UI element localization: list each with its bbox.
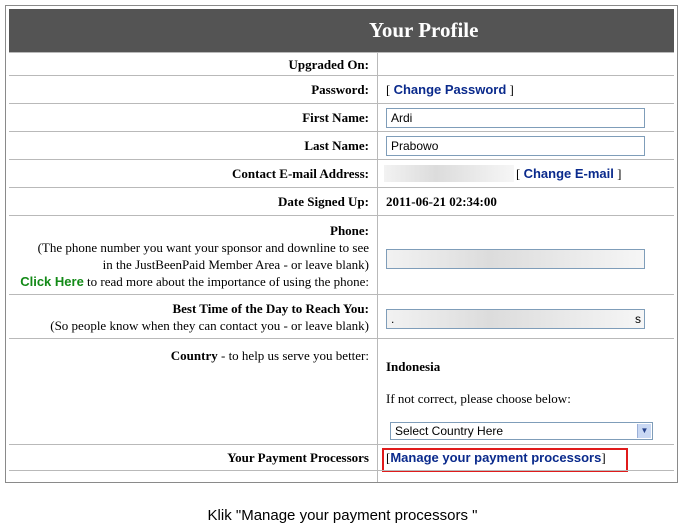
country-select[interactable] [390, 422, 653, 440]
instruction-caption: Klik "Manage your payment processors " [207, 507, 478, 524]
country-row [9, 338, 674, 444]
change-password-link[interactable]: Change Password [393, 82, 507, 97]
signed-up-value: 2011-06-21 02:34:00 [386, 194, 497, 209]
first-name-label: First Name: [9, 104, 378, 131]
panel-header [9, 9, 674, 52]
country-label-cell [9, 339, 378, 444]
phone-note-1: (The phone number you want your sponsor and downline to see [37, 240, 369, 255]
password-row [9, 75, 674, 103]
empty-label-cell [9, 471, 378, 482]
best-time-cell [378, 295, 674, 338]
email-label: Contact E-mail Address: [9, 160, 378, 187]
best-time-row [9, 294, 674, 338]
phone-field[interactable] [386, 249, 645, 269]
phone-note-3-line [9, 273, 369, 290]
password-value [378, 76, 674, 103]
phone-label-cell [9, 216, 378, 294]
upgraded-row [9, 52, 674, 75]
email-cell [378, 160, 674, 187]
country-select-value: Select Country Here [395, 424, 504, 438]
signed-up-row [9, 187, 674, 215]
last-name-label: Last Name: [9, 132, 378, 159]
upgraded-label: Upgraded On: [9, 53, 378, 75]
profile-panel [5, 5, 678, 483]
bracket-close: ] [601, 450, 606, 465]
country-label: Country [170, 348, 218, 363]
best-time-value-end: s [635, 312, 641, 326]
phone-row [9, 215, 674, 294]
country-prompt: If not correct, please choose below: [386, 391, 571, 406]
email-row [9, 159, 674, 187]
best-time-note: (So people know when they can contact you - or leave blank) [50, 318, 369, 333]
payment-link-wrap [386, 445, 606, 471]
best-time-label-cell [9, 295, 378, 338]
change-email-link[interactable]: Change E-mail [523, 166, 614, 181]
page-title: Your Profile [369, 18, 479, 42]
first-name-field[interactable]: Ardi [386, 108, 645, 128]
first-name-row [9, 103, 674, 131]
payment-label: Your Payment Processors [9, 445, 378, 470]
email-change [516, 160, 621, 188]
best-time-field[interactable] [386, 309, 645, 329]
bracket-open: [ [516, 166, 521, 181]
phone-note-2: in the JustBeenPaid Member Area - or leave blank) [102, 257, 369, 272]
payment-row [9, 444, 674, 470]
chevron-down-icon[interactable]: ▼ [637, 424, 651, 438]
last-name-row [9, 131, 674, 159]
last-name-cell [378, 132, 674, 159]
current-country: Indonesia [386, 359, 441, 374]
email-address-redacted [384, 165, 514, 182]
signed-up-label: Date Signed Up: [9, 188, 378, 215]
bracket-open: [ [386, 82, 391, 97]
bracket-open: [ [386, 450, 391, 465]
country-cell [378, 339, 674, 444]
manage-payment-processors-link[interactable]: Manage your payment processors [390, 450, 602, 465]
phone-note-3: to read more about the importance of using the phone: [83, 274, 369, 289]
best-time-label: Best Time of the Day to Reach You: [172, 301, 369, 316]
first-name-cell [378, 104, 674, 131]
last-name-field[interactable]: Prabowo [386, 136, 645, 156]
empty-row [9, 470, 674, 482]
click-here-link[interactable]: Click Here [20, 274, 84, 289]
upgraded-value [378, 53, 674, 75]
bracket-close: ] [509, 82, 514, 97]
country-label-note: - to help us serve you better: [217, 348, 369, 363]
bracket-close: ] [617, 166, 622, 181]
payment-cell [378, 445, 674, 470]
password-label: Password: [9, 76, 378, 103]
phone-cell [378, 216, 674, 294]
best-time-value-start: . [391, 312, 395, 326]
phone-label: Phone: [330, 223, 369, 238]
